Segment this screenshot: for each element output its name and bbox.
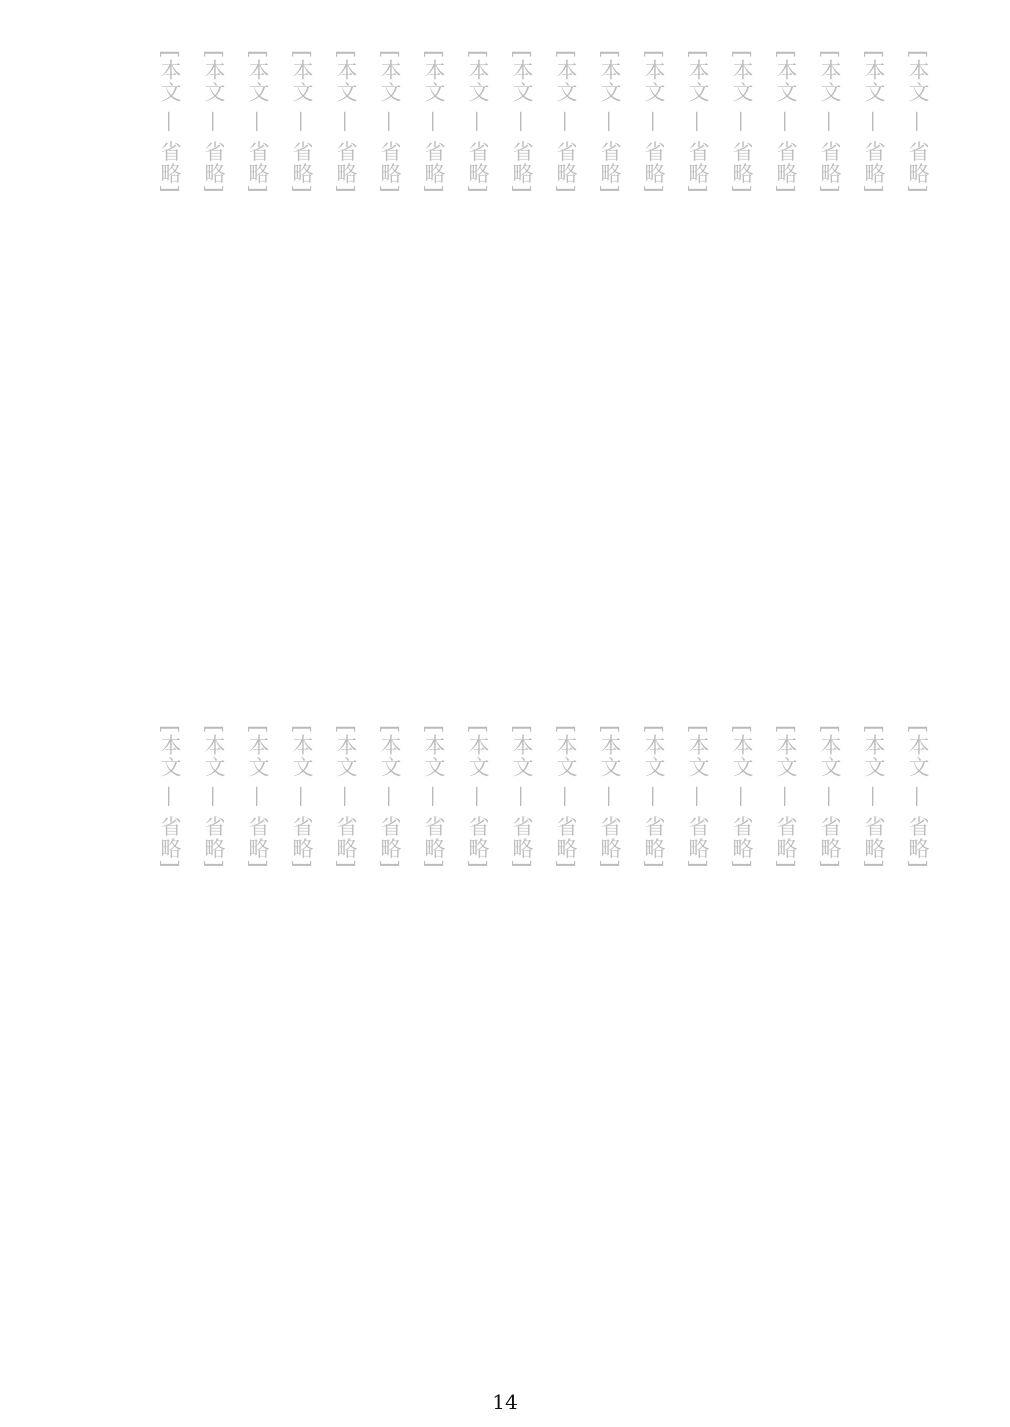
text-column: [本文 — 省略] [730, 725, 754, 869]
text-column: [本文 — 省略] [378, 50, 402, 194]
text-column: [本文 — 省略] [906, 50, 930, 194]
text-column: [本文 — 省略] [774, 50, 798, 194]
text-column: [本文 — 省略] [862, 725, 886, 869]
text-block-bottom [110, 725, 940, 1365]
text-column: [本文 — 省略] [158, 725, 182, 869]
text-column: [本文 — 省略] [686, 50, 710, 194]
text-column: [本文 — 省略] [290, 50, 314, 194]
text-column: [本文 — 省略] [642, 725, 666, 869]
text-column: [本文 — 省略] [906, 725, 930, 869]
text-column: [本文 — 省略] [466, 725, 490, 869]
page-number: 14 [492, 1390, 518, 1414]
text-column: [本文 — 省略] [466, 50, 490, 194]
text-column: [本文 — 省略] [510, 50, 534, 194]
text-column: [本文 — 省略] [510, 725, 534, 869]
text-column: [本文 — 省略] [774, 725, 798, 869]
text-column: [本文 — 省略] [202, 725, 226, 869]
text-column: [本文 — 省略] [818, 50, 842, 194]
text-column: [本文 — 省略] [642, 50, 666, 194]
text-column: [本文 — 省略] [334, 725, 358, 869]
text-column: [本文 — 省略] [598, 50, 622, 194]
text-column: [本文 — 省略] [246, 725, 270, 869]
text-column: [本文 — 省略] [290, 725, 314, 869]
text-column: [本文 — 省略] [202, 50, 226, 194]
text-column: [本文 — 省略] [158, 50, 182, 194]
text-column: [本文 — 省略] [422, 50, 446, 194]
text-column: [本文 — 省略] [862, 50, 886, 194]
text-column: [本文 — 省略] [730, 50, 754, 194]
text-column: [本文 — 省略] [554, 725, 578, 869]
text-column: [本文 — 省略] [246, 50, 270, 194]
text-column: [本文 — 省略] [422, 725, 446, 869]
text-column: [本文 — 省略] [598, 725, 622, 869]
text-column: [本文 — 省略] [818, 725, 842, 869]
text-column: [本文 — 省略] [554, 50, 578, 194]
text-column: [本文 — 省略] [686, 725, 710, 869]
text-column: [本文 — 省略] [378, 725, 402, 869]
text-block-top [110, 50, 940, 670]
text-column: [本文 — 省略] [334, 50, 358, 194]
